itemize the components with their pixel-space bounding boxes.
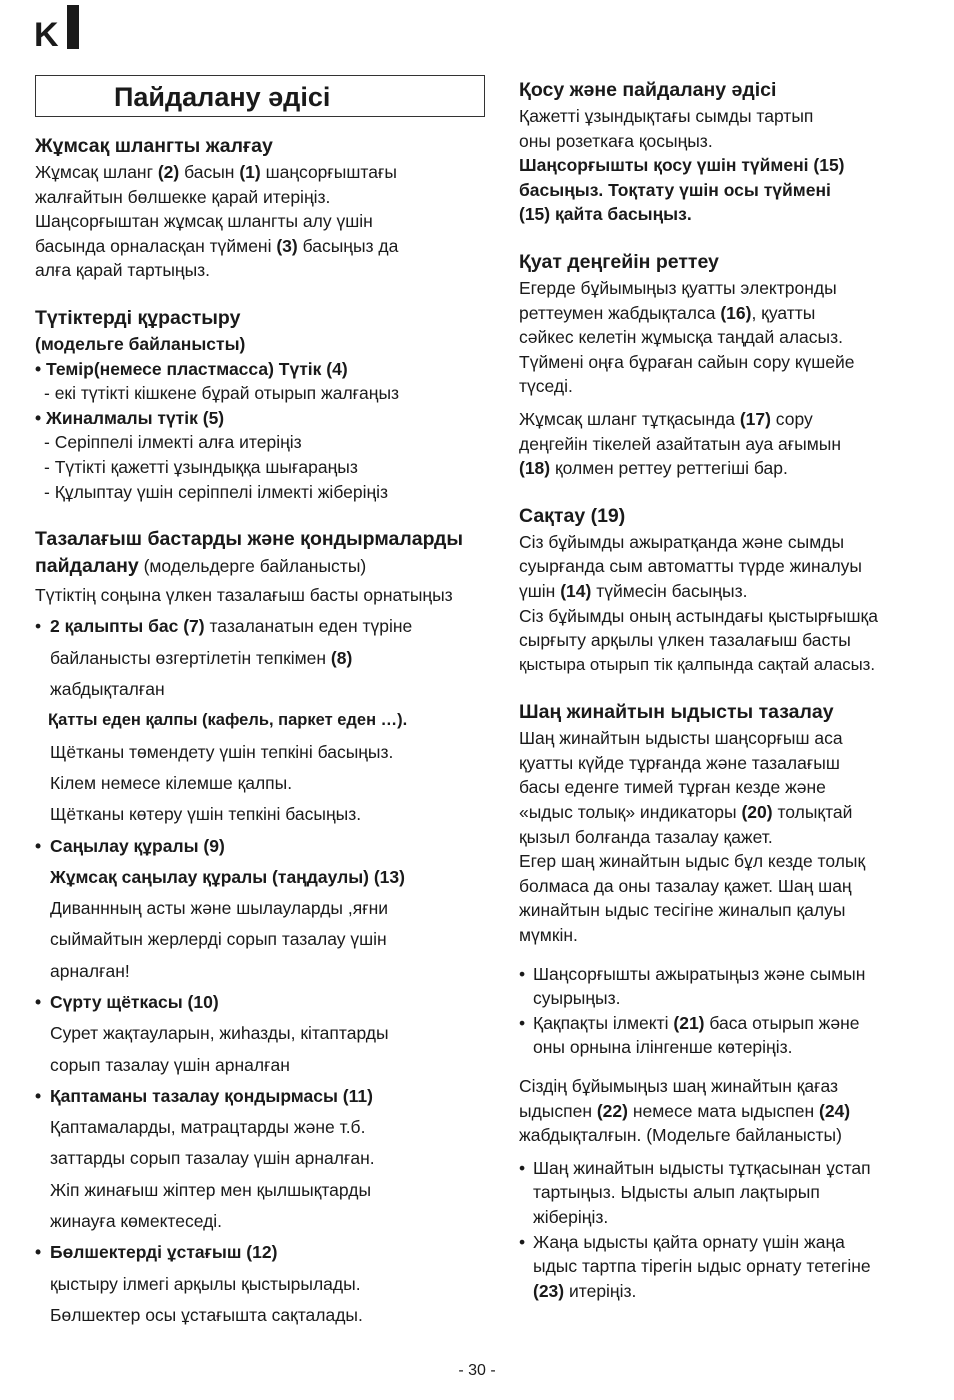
text-line: сәйкес келетін жұмысқа таңдай аласыз. [519, 327, 844, 348]
page-number: - 30 - [458, 1362, 496, 1379]
page-title-box [35, 75, 485, 117]
text-line: сыймайтын жерлерді сорып тазалау үшін [50, 929, 387, 950]
list-item: • Шаң жинайтын ыдысты тұтқасынан ұстап [519, 1157, 871, 1178]
text-line: сырғыту арқылы үлкен тазалағыш басты [519, 630, 851, 651]
text-line: Жұмсақ шланг (2) басын (1) шаңсорғыштағы [35, 162, 397, 182]
text-line: басында орналасқан түймені (3) басыңыз да [35, 235, 399, 256]
text-line: деңгейін тікелей азайтатын ауа ағымын [519, 433, 842, 454]
text-line: тартыңыз. Ыдысты алып лақтырып [533, 1182, 820, 1203]
text-line: жабдықталған [50, 679, 165, 700]
text-line: Қажетті ұзындықтағы сымды тартып [519, 106, 814, 126]
section-title-attachments-cont: пайдалану (модельдерге байланысты) [35, 555, 367, 578]
text-line: оны розеткаға қосыңыз. [519, 130, 713, 151]
text-line: Сіз бұйымды оның астындағы қыстырғышқа [519, 605, 878, 626]
text-line: Сіздің бұйымыңыз шаң жинайтын қағаз [519, 1076, 839, 1096]
list-item: • Қаптаманы тазалау қондырмасы (11) [35, 1085, 373, 1106]
list-item: • Саңылау құралы (9) [35, 835, 225, 856]
text-line: алға қарай тартыңыз. [35, 260, 211, 281]
text-line: қыстыра отырып тік қалпында сақтай аласыз. [519, 654, 876, 674]
list-subitem: - Серіппелі ілмекті алға итеріңіз [44, 432, 302, 453]
text-line: Егер шаң жинайтын ыдыс бұл кезде толық [519, 851, 866, 872]
text-line: Жұмсақ саңылау құралы (таңдаулы) (13) [50, 866, 405, 887]
text-line: Щётканы көтеру үшін тепкіні басыңыз. [50, 804, 362, 825]
text-line: қызыл болғанда тазалау қажет. [519, 826, 773, 847]
list-subitem: - Құлыптау үшін серіппелі ілмекті жіберіңіз [44, 481, 389, 502]
section-title-switch-on: Қосу және пайдалану әдісі [519, 79, 777, 101]
section-title-storage: Сақтау (19) [519, 504, 626, 527]
text-line: болмаса да оны тазалау қажет. Шаң шаң [519, 875, 852, 896]
list-item: • Темір(немесе пластмасса) Түтік (4) [35, 358, 348, 379]
text-line: Диваннның асты және шылауларды ,яғни [50, 898, 389, 919]
list-item: • 2 қалыпты бас (7) тазаланатын еден түріне [35, 616, 413, 637]
text-line: (18) қолмен реттеу реттегіші бар. [519, 458, 788, 479]
left-column [35, 133, 510, 1331]
text-line: сорып тазалау үшін арналған [50, 1054, 290, 1075]
section-title-dust-container: Шаң жинайтын ыдысты тазалау [519, 701, 834, 724]
list-item: • Шаңсорғышты ажыратыңыз және сымын [519, 963, 866, 984]
text-line: Шаң жинайтын ыдысты шаңсорғыш аса [519, 728, 843, 749]
text-line: Бөлшектер осы ұстағышта сақталады. [50, 1304, 363, 1325]
section-title-tubes: Түтіктерді құрастыру [35, 306, 241, 329]
text-line: жалғайтын бөлшекке қарай итеріңіз. [35, 186, 331, 207]
text-line: ыдыс тартпа тірегін ыдыс орнату тетегіне [533, 1256, 871, 1277]
section-title-power: Қуат деңгейін реттеу [519, 250, 719, 273]
text-line: жинайтын ыдыс тесігіне жиналып қалуы [519, 900, 846, 921]
section-title-hose: Жұмсақ шлангты жалғау [35, 135, 273, 157]
text-line: Шаңсорғыштан жұмсақ шлангты алу үшін [35, 211, 373, 232]
text-line: мүмкін. [519, 925, 578, 946]
right-column [519, 77, 944, 1303]
text-line: жіберіңіз. [533, 1206, 609, 1227]
text-line: үшін (14) түймесін басыңыз. [519, 580, 748, 601]
text-line: қыстыру ілмегі арқылы қыстырылады. [50, 1273, 361, 1294]
text-line: байланысты өзгертілетін тепкімен (8) [50, 647, 353, 668]
text-line: оны орнына ілінгенше көтеріңіз. [533, 1037, 793, 1058]
section-subtitle: (модельге байланысты) [35, 333, 246, 354]
text-line: қуатты күйде тұрғанда және тазалағыш [519, 752, 840, 773]
text-line: Жіп жинағыш жіптер мен қылшықтарды [50, 1179, 372, 1200]
text-line: Сіз бұйымды ажыратқанда және сымды [519, 531, 845, 552]
text-line: ыдыспен (22) немесе мата ыдыспен (24) [519, 1100, 851, 1121]
text-line: жабдықталғын. (Модельге байланысты) [519, 1125, 842, 1146]
text-line: басы еденге тимей тұрған кезде және [519, 777, 826, 798]
text-line: Кілем немесе кілемше қалпы. [50, 772, 293, 793]
text-line: Жұмсақ шланг тұтқасында (17) сору [519, 408, 813, 429]
list-item: • Жиналмалы түтік (5) [35, 407, 225, 428]
text-line: реттеумен жабдықталса (16), қуатты [519, 302, 816, 323]
text-line: Щётканы төмендету үшін тепкіні басыңыз. [50, 741, 394, 762]
list-item: • Бөлшектерді ұстағыш (12) [35, 1242, 278, 1263]
text-line: Қатты еден қалпы (кафель, паркет еден …). [48, 711, 408, 730]
list-item: • Жаңа ыдысты қайта орнату үшін жаңа [519, 1231, 845, 1252]
language-code: K [34, 16, 59, 54]
text-line: (15) қайта басыңыз. [519, 204, 692, 225]
text-line: арналған! [50, 960, 130, 981]
text-line: Егерде бұйымыңыз қуатты электронды [519, 277, 837, 298]
list-item: • Сүрту щёткасы (10) [35, 991, 219, 1012]
text-line: Қаптамаларды, матрацтарды және т.б. [50, 1117, 366, 1138]
list-item: • Қақпақты ілмекті (21) баса отырып және [519, 1012, 860, 1033]
text-line: Сурет жақтауларын, жиһазды, кітаптарды [50, 1023, 389, 1044]
text-line: заттарды сорып тазалау үшін арналған. [50, 1148, 375, 1169]
text-line: Түтіктің соңына үлкен тазалағыш басты орнатыңыз [35, 585, 453, 606]
text-line: суырғанда сым автоматты түрде жиналуы [519, 556, 862, 577]
section-title-attachments: Тазалағыш бастарды және қондырмаларды [35, 528, 464, 551]
list-subitem: - Түтікті қажетті ұзындыққа шығараңыз [44, 456, 358, 477]
text-line: (23) итеріңіз. [533, 1280, 637, 1301]
list-subitem: - екі түтікті кішкене бұрай отырып жалғаңыз [44, 383, 400, 404]
text-line: басыңыз. Тоқтату үшін осы түймені [519, 179, 831, 200]
text-line: түседі. [519, 376, 573, 397]
text-line: суырыңыз. [533, 988, 621, 1009]
text-line: «ыдыс толық» индикаторы (20) толықтай [519, 802, 853, 823]
text-line: жинауға көмектеседі. [50, 1211, 223, 1232]
page-title: Пайдалану әдісі [114, 82, 331, 112]
language-marker-bar [67, 5, 79, 49]
text-line: Түймені оңға бұраған сайын сору күшейе [519, 351, 855, 372]
text-line: Шаңсорғышты қосу үшін түймені (15) [519, 155, 845, 176]
